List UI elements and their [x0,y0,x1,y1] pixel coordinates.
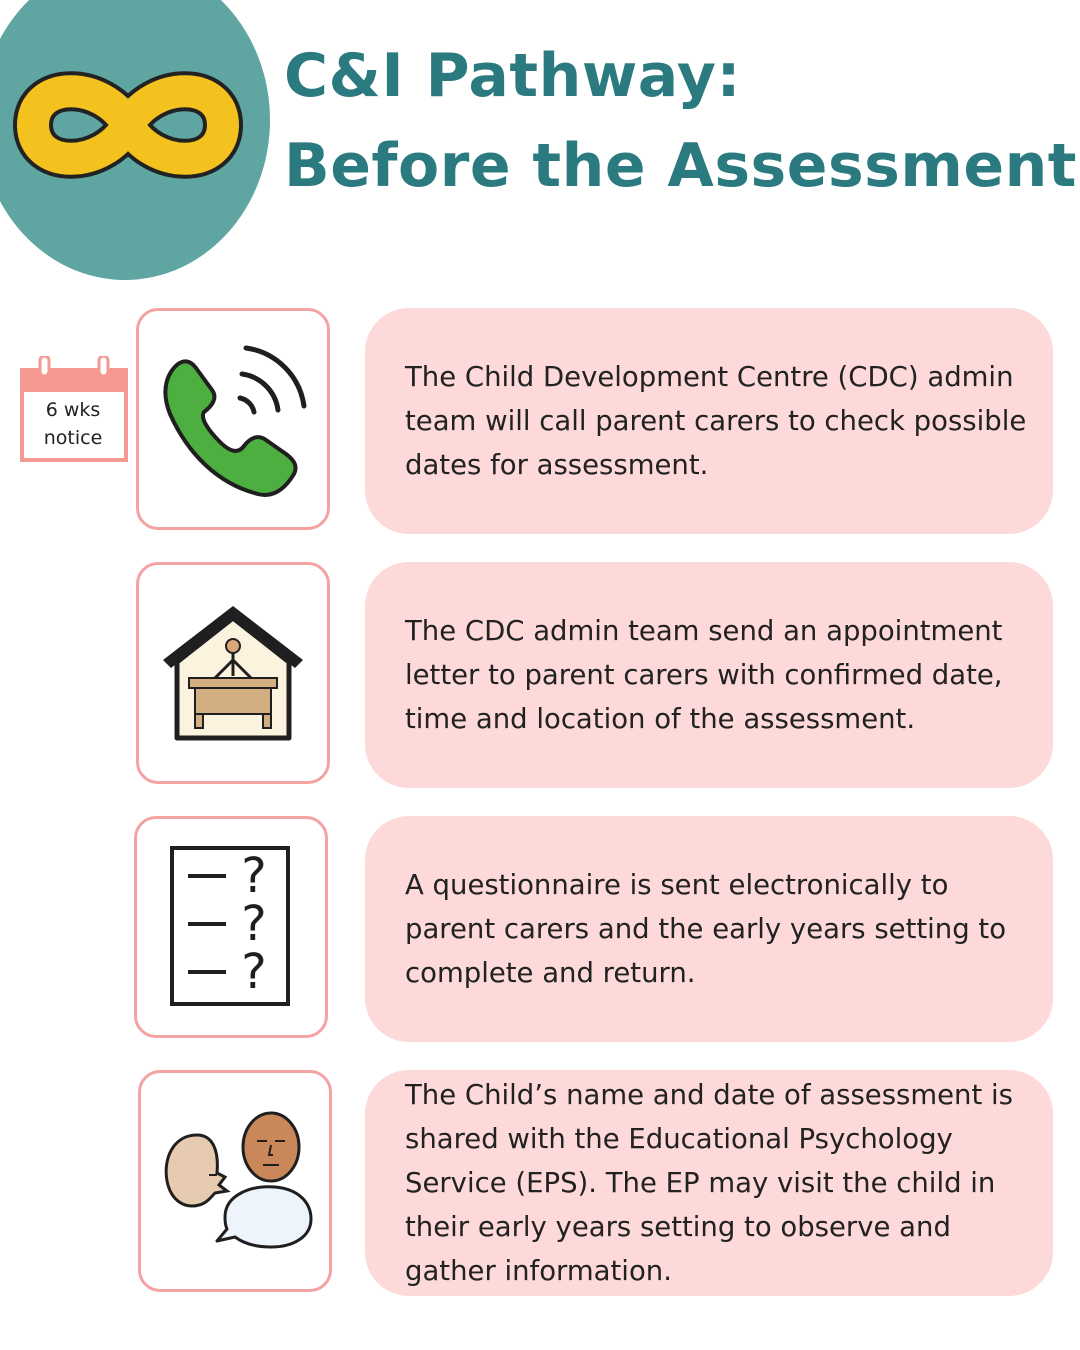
infinity-icon [8,60,248,190]
svg-text:?: ? [241,848,267,904]
svg-text:?: ? [241,896,267,952]
page-title-line-1: C&I Pathway: [284,41,741,111]
step-3-text: A questionnaire is sent electronically to parent carers and the early years setting to complete and return. [405,869,1007,989]
step-1-text: The Child Development Centre (CDC) admin team will call parent carers to check possible dates for assessment. [405,361,1027,481]
page-title-line-2: Before the Assessment [284,131,1077,201]
notice-label [22,396,124,452]
step-4-text: The Child’s name and date of assessment is shared with the Educational Psychology Service (EPS). The EP may visit the child in their early years setting to observe and gather information. [405,1079,1013,1287]
conversation-icon [155,1101,315,1261]
step-2-text: The CDC admin team send an appointment letter to parent carers with confirmed date, time and location of the assessment. [405,615,1003,735]
notice-word: notice [43,427,103,449]
step-1-text-box [365,308,1053,534]
step-4-icon-box [138,1070,332,1292]
questionnaire-icon [166,842,296,1012]
step-4-text-box [365,1070,1053,1296]
notice-weeks: 6 wks [45,399,101,421]
office-desk-icon [153,598,313,748]
step-2-icon-box [136,562,330,784]
step-2-text-box [365,562,1053,788]
step-3-text-box [365,816,1053,1042]
phone-call-icon [148,334,318,504]
step-3-icon-box [134,816,328,1038]
step-1-icon-box [136,308,330,530]
svg-text:?: ? [241,944,267,1000]
